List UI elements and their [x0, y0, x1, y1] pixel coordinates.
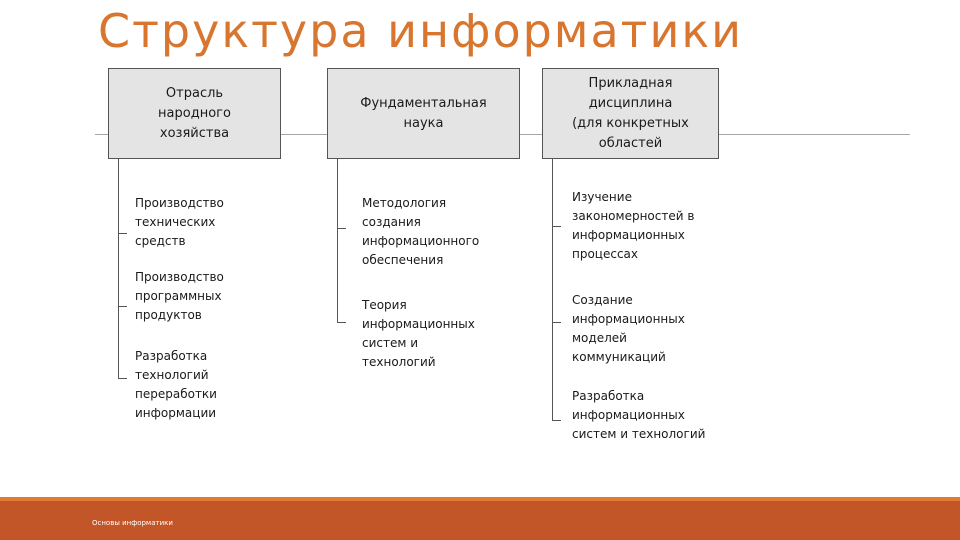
list-item: Производство технических средств [135, 196, 224, 248]
list-item: Разработка информационных систем и технологий [572, 389, 706, 441]
header-box-applied [542, 68, 719, 159]
item-tick [337, 322, 346, 323]
header-box-fundamental [327, 68, 520, 159]
header-label-fundamental: Фундаментальная наука [360, 95, 487, 131]
connector-line-fundamental [337, 159, 338, 323]
connector-line-industry [118, 159, 119, 379]
header-box-industry [108, 68, 281, 159]
item-tick [337, 228, 346, 229]
list-item: Создание информационных моделей коммуникаций [572, 293, 685, 364]
list-item: Методология создания информационного обеспечения [362, 196, 480, 267]
item-tick [552, 420, 561, 421]
list-item: Производство программных продуктов [135, 270, 224, 322]
slide-title: Структура информатики [98, 4, 744, 58]
header-label-industry: Отрасль народного хозяйства [158, 85, 231, 141]
list-item: Теория информационных систем и технологий [362, 298, 475, 369]
header-label-applied: Прикладная дисциплина (для конкретных областей [572, 75, 689, 151]
item-tick [118, 378, 127, 379]
list-item: Изучение закономерностей в информационных процессах [572, 190, 695, 261]
item-tick [552, 322, 561, 323]
item-tick [552, 226, 561, 227]
connector-line-applied [552, 159, 553, 421]
list-item: Разработка технологий переработки информации [135, 349, 217, 420]
footer-text: Основы информатики [92, 519, 173, 527]
item-tick [118, 233, 127, 234]
item-tick [118, 306, 127, 307]
